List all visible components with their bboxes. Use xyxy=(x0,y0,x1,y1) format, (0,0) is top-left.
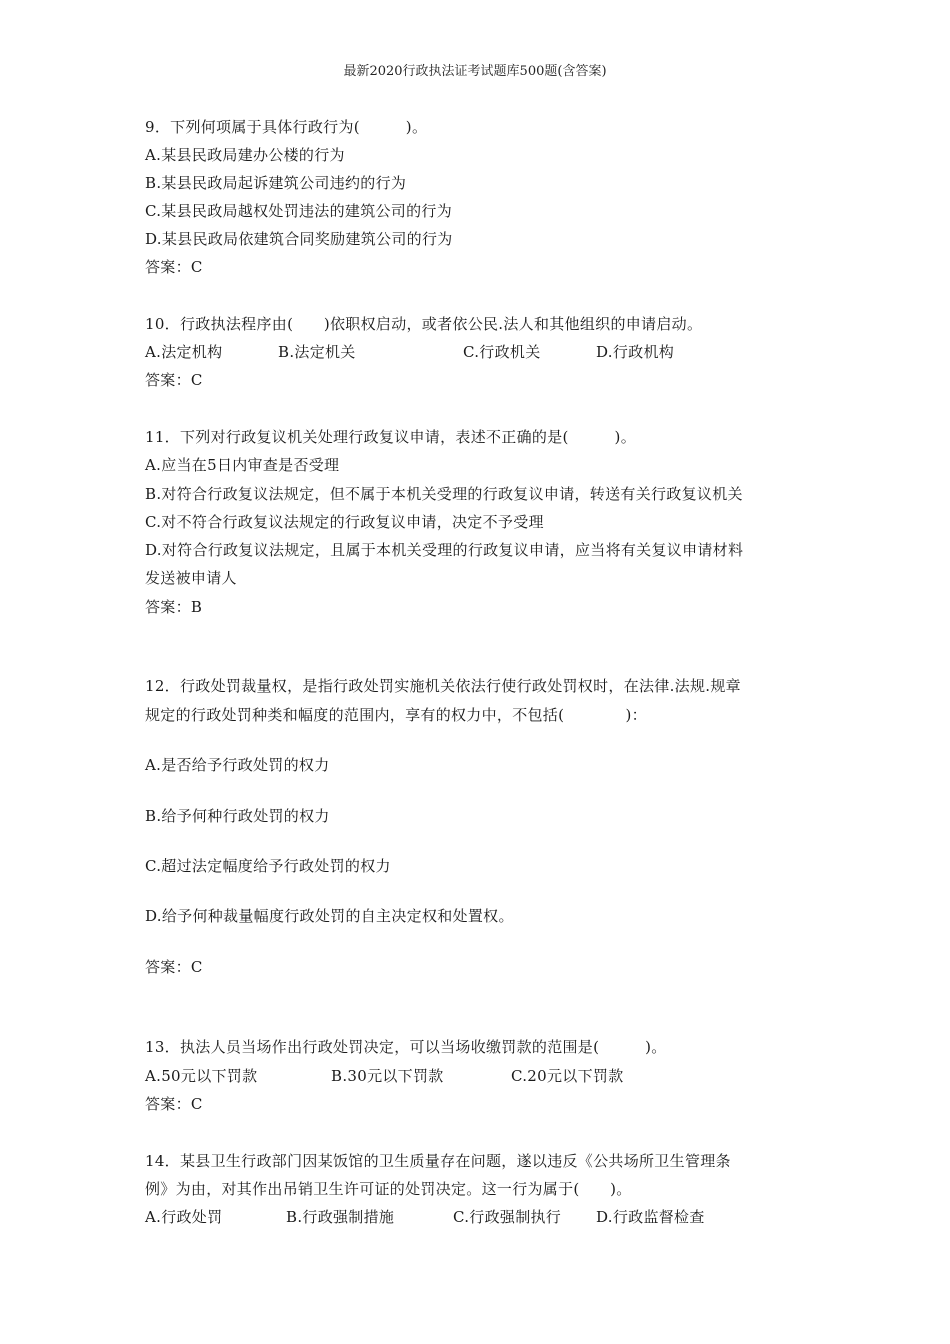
question-14-options xyxy=(145,1207,745,1227)
question-14-option-b: B.行政强制措施 xyxy=(286,1208,395,1226)
question-10-option-b: B.法定机关 xyxy=(278,343,356,361)
question-14-option-d: D.行政监督检查 xyxy=(596,1208,705,1226)
question-10-answer: 答案：C xyxy=(145,371,203,389)
question-9-option-d: D.某县民政局依建筑合同奖励建筑公司的行为 xyxy=(145,230,453,248)
question-10-option-d: D.行政机构 xyxy=(596,343,675,361)
question-14-option-c: C.行政强制执行 xyxy=(453,1208,562,1226)
question-10-option-a: A.法定机构 xyxy=(145,343,223,361)
question-10-option-c: C.行政机关 xyxy=(463,343,541,361)
question-9-option-c: C.某县民政局越权处罚违法的建筑公司的行为 xyxy=(145,202,453,220)
question-12-stem-line2: 规定的行政处罚种类和幅度的范围内，享有的权力中，不包括( )： xyxy=(145,706,647,724)
page-header: 最新2020行政执法证考试题库500题(含答案) xyxy=(343,64,607,79)
question-9-answer: 答案：C xyxy=(145,258,203,276)
question-13-option-a: A.50元以下罚款 xyxy=(145,1067,258,1085)
question-12-option-d: D.给予何种裁量幅度行政处罚的自主决定权和处置权。 xyxy=(145,907,514,925)
question-12-option-b: B.给予何种行政处罚的权力 xyxy=(145,807,330,825)
question-11-option-d-line2: 发送被申请人 xyxy=(145,569,237,587)
question-11-stem: 11．下列对行政复议机关处理行政复议申请，表述不正确的是( )。 xyxy=(145,428,636,446)
question-10-stem: 10．行政执法程序由( )依职权启动，或者依公民.法人和其他组织的申请启动。 xyxy=(145,315,703,333)
question-11-option-d-line1: D.对符合行政复议法规定，且属于本机关受理的行政复议申请，应当将有关复议申请材料 xyxy=(145,541,744,559)
question-12-option-c: C.超过法定幅度给予行政处罚的权力 xyxy=(145,857,391,875)
question-14-option-a: A.行政处罚 xyxy=(145,1208,223,1226)
question-9-option-b: B.某县民政局起诉建筑公司违约的行为 xyxy=(145,174,407,192)
question-13-option-c: C.20元以下罚款 xyxy=(511,1067,624,1085)
question-13-options xyxy=(145,1066,745,1086)
question-11-option-a: A.应当在5日内审查是否受理 xyxy=(145,456,340,474)
question-12-answer: 答案：C xyxy=(145,958,203,976)
question-14-stem-line2: 例》为由，对其作出吊销卫生许可证的处罚决定。这一行为属于( )。 xyxy=(145,1180,632,1198)
question-9-stem: 9．下列何项属于具体行政行为( )。 xyxy=(145,118,428,136)
question-11-option-c: C.对不符合行政复议法规定的行政复议申请，决定不予受理 xyxy=(145,513,544,531)
question-13-stem: 13．执法人员当场作出行政处罚决定，可以当场收缴罚款的范围是( )。 xyxy=(145,1038,667,1056)
question-13-option-b: B.30元以下罚款 xyxy=(331,1067,444,1085)
question-11-option-b: B.对符合行政复议法规定，但不属于本机关受理的行政复议申请，转送有关行政复议机关 xyxy=(145,485,743,503)
question-13-answer: 答案：C xyxy=(145,1095,203,1113)
question-9-option-a: A.某县民政局建办公楼的行为 xyxy=(145,146,345,164)
question-12-stem-line1: 12．行政处罚裁量权，是指行政处罚实施机关依法行使行政处罚权时，在法律.法规.规章 xyxy=(145,677,741,695)
question-11-answer: 答案：B xyxy=(145,598,203,616)
question-14-stem-line1: 14．某县卫生行政部门因某饭馆的卫生质量存在问题，遂以违反《公共场所卫生管理条 xyxy=(145,1152,731,1170)
question-12-option-a: A.是否给予行政处罚的权力 xyxy=(145,756,330,774)
question-10-options xyxy=(145,342,745,362)
